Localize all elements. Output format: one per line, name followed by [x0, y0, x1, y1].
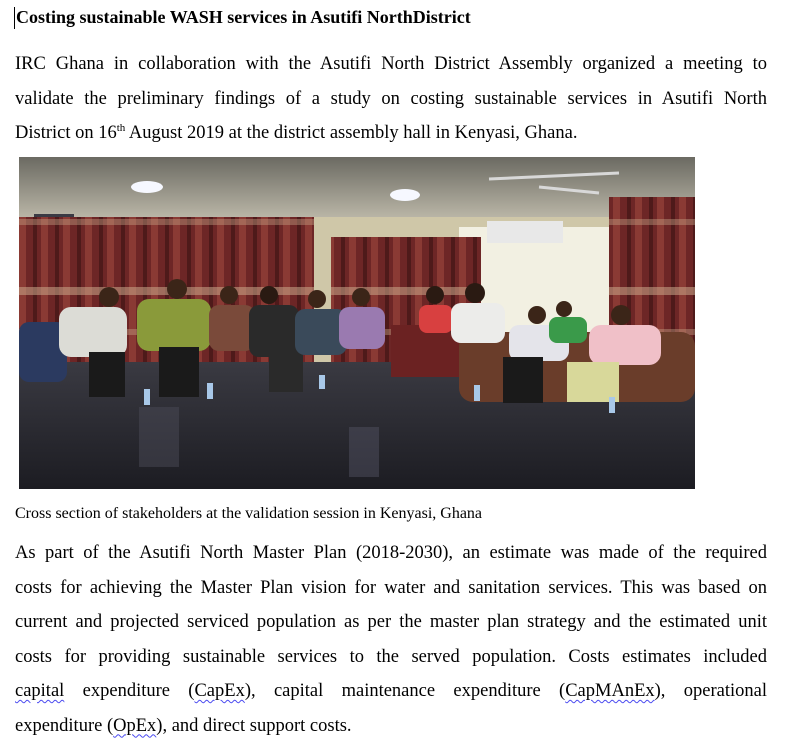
line-6-text-a: expenditure ( — [15, 715, 114, 736]
line-5-text-a: expenditure ( — [64, 681, 195, 701]
master-plan-line-5 — [15, 674, 767, 709]
intro-paragraph[interactable] — [15, 47, 767, 151]
document-title[interactable]: Costing sustainable WASH services in Asutifi NorthDistrict — [16, 7, 471, 27]
intro-line-3-text: District on 16 — [15, 123, 117, 143]
spellcheck-word-capmanex[interactable]: CapMAnEx — [565, 681, 655, 701]
intro-line-3-rest: August 2019 at the district assembly hall in Kenyasi, Ghana. — [125, 123, 578, 143]
intro-line-3 — [15, 116, 767, 151]
master-plan-line-2: costs for achieving the Master Plan vision for water and sanitation services. This was based on — [15, 577, 767, 598]
meeting-photo-image — [19, 157, 695, 489]
spellcheck-word-opex[interactable]: OpEx — [113, 715, 157, 736]
master-plan-paragraph[interactable] — [15, 536, 767, 743]
photo-caption[interactable]: Cross section of stakeholders at the validation session in Kenyasi, Ghana — [15, 505, 483, 522]
master-plan-line-4: costs for providing sustainable services to the served population. Costs estimates included — [15, 646, 767, 667]
master-plan-line-3: current and projected serviced population as per the master plan strategy and the estimated unit — [15, 612, 767, 632]
intro-line-1: IRC Ghana in collaboration with the Asutifi North District Assembly organized a meeting to — [15, 54, 767, 74]
line-5-text-b: ), capital maintenance expenditure ( — [244, 681, 566, 701]
spellcheck-word-capex[interactable]: CapEx — [194, 681, 245, 701]
line-5-text-c: ), operational — [654, 681, 767, 701]
line-6-text-b: ), and direct support costs. — [156, 715, 352, 736]
master-plan-line-1: As part of the Asutifi North Master Plan (2018-2030), an estimate was made of the required — [15, 543, 767, 563]
text-cursor — [14, 7, 15, 29]
spellcheck-word-capital[interactable]: capital — [15, 681, 65, 701]
ordinal-superscript: th — [116, 122, 126, 134]
master-plan-line-6 — [15, 709, 767, 744]
intro-line-2: validate the preliminary findings of a study on costing sustainable services in Asutifi North — [15, 88, 767, 109]
meeting-photo[interactable] — [19, 157, 695, 489]
